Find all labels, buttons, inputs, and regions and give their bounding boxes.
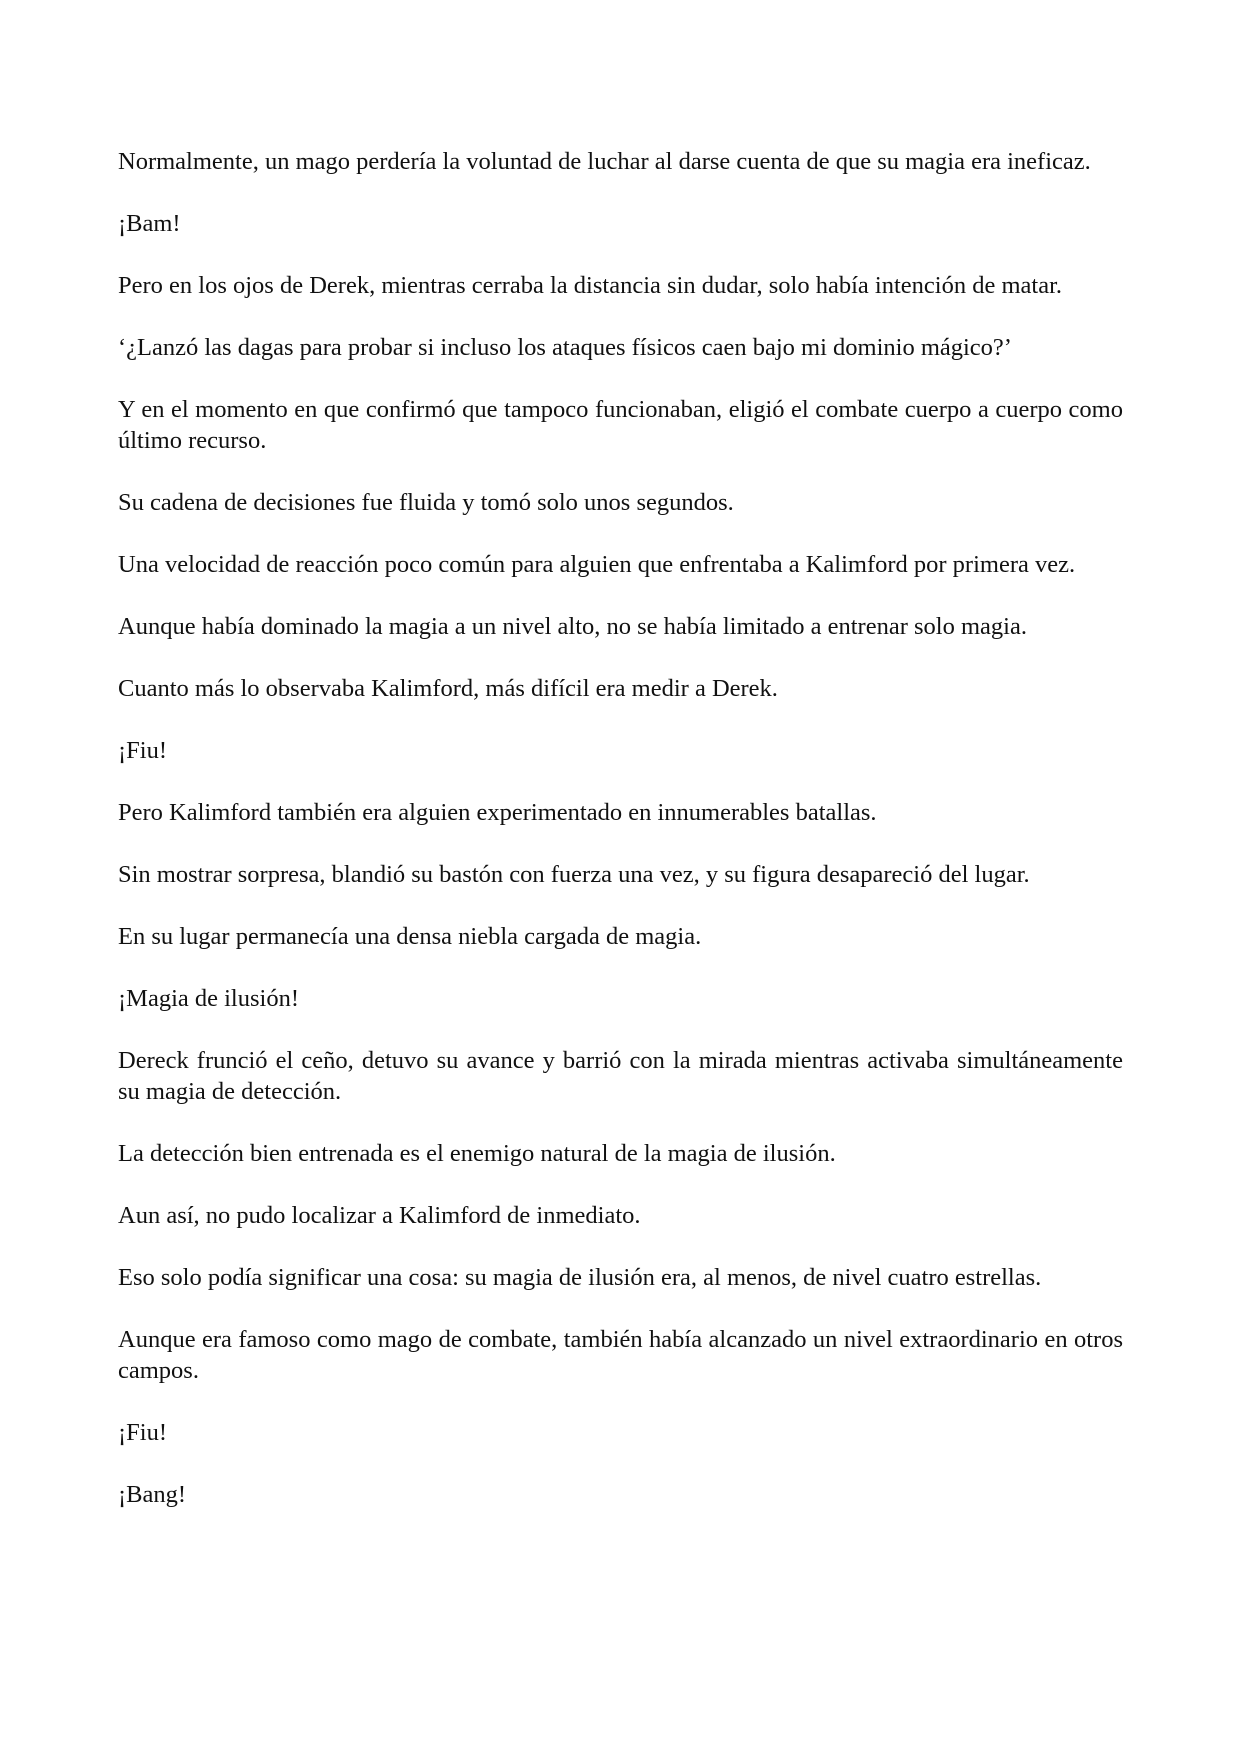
paragraph-21: ¡Bang! <box>118 1481 187 1508</box>
paragraph-18: Eso solo podía significar una cosa: su magia de ilusión era, al menos, de nivel cuatro estrellas. <box>118 1264 1042 1291</box>
paragraph-8: Aunque había dominado la magia a un nivel alto, no se había limitado a entrenar solo magia. <box>118 613 1027 640</box>
paragraph-12: Sin mostrar sorpresa, blandió su bastón con fuerza una vez, y su figura desapareció del lugar. <box>118 861 1030 888</box>
paragraph-19: Aunque era famoso como mago de combate, también había alcanzado un nivel extraordinario en otros campos. <box>118 1326 1123 1384</box>
paragraph-14: ¡Magia de ilusión! <box>118 985 299 1012</box>
paragraph-1: Normalmente, un mago perdería la voluntad de luchar al darse cuenta de que su magia era ineficaz. <box>118 148 1091 175</box>
paragraph-9: Cuanto más lo observaba Kalimford, más difícil era medir a Derek. <box>118 675 778 702</box>
paragraph-5: Y en el momento en que confirmó que tampoco funcionaban, eligió el combate cuerpo a cuerpo como último recurso. <box>118 396 1123 454</box>
document-body <box>118 146 1123 1541</box>
paragraph-20: ¡Fiu! <box>118 1419 167 1446</box>
paragraph-11: Pero Kalimford también era alguien experimentado en innumerables batallas. <box>118 799 877 826</box>
paragraph-13: En su lugar permanecía una densa niebla cargada de magia. <box>118 923 702 950</box>
paragraph-15: Dereck frunció el ceño, detuvo su avance y barrió con la mirada mientras activaba simultáneamente su magia de detección. <box>118 1047 1123 1105</box>
paragraph-6: Su cadena de decisiones fue fluida y tomó solo unos segundos. <box>118 489 734 516</box>
paragraph-2: ¡Bam! <box>118 210 181 237</box>
paragraph-4: ‘¿Lanzó las dagas para probar si incluso los ataques físicos caen bajo mi dominio mágico?’ <box>118 334 1012 361</box>
paragraph-7: Una velocidad de reacción poco común para alguien que enfrentaba a Kalimford por primera vez. <box>118 551 1076 578</box>
paragraph-3: Pero en los ojos de Derek, mientras cerraba la distancia sin dudar, solo había intención de matar. <box>118 272 1063 299</box>
paragraph-10: ¡Fiu! <box>118 737 167 764</box>
paragraph-17: Aun así, no pudo localizar a Kalimford de inmediato. <box>118 1202 641 1229</box>
paragraph-16: La detección bien entrenada es el enemigo natural de la magia de ilusión. <box>118 1140 836 1167</box>
